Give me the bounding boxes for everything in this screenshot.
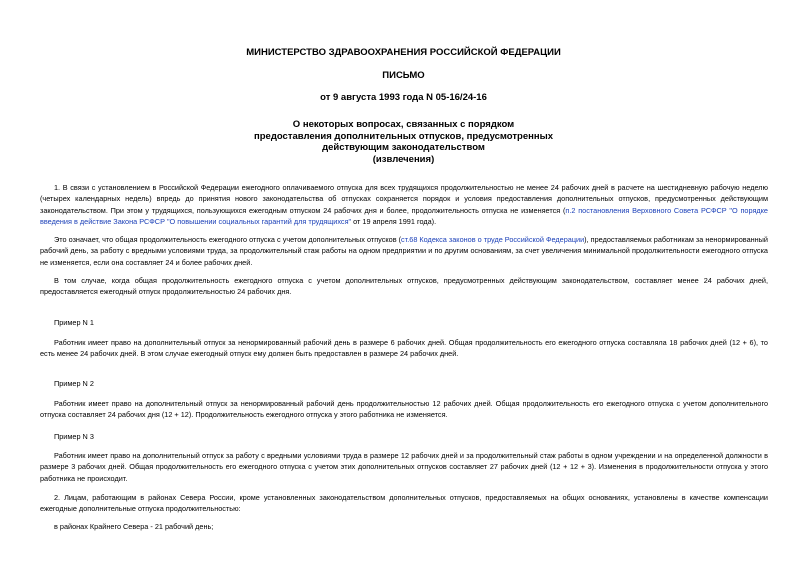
- example-2-text: Работник имеет право на дополнительный отпуск за ненормированный рабочий день продолжительностью 12 рабочих дней. Общая продолжительность его ежегодного отпуска с учетом дополнительного отпуска составляет 24 рабочих дня (12 + 12). Продолжительность ежегодного отпуска у этого работника не изменяется.: [40, 399, 768, 420]
- example-3-text: Работник имеет право на дополнительный отпуск за работу с вредными условиями труда в размере 12 рабочих дней и за продолжительный стаж работы в одном учреждении и на определенной должности в размере 3 рабочих дней. Общая продолжительность его ежегодного отпуска с учетом этих дополнительных отпусков составляет 27 рабочих дней (12 + 12 + 3). Изменения в продолжительности отпуска у этого работника не происходит.: [40, 451, 768, 483]
- paragraph-2-link[interactable]: ст.68 Кодекса законов о труде Российской Федерации: [401, 235, 585, 244]
- subject-block: [0, 119, 807, 165]
- paragraph-1-text: 1. В связи с установлением в Российской Федерации ежегодного оплачиваемого отпуска для всех трудящихся продолжительностью не менее 24 рабочих дней в расчете на шестидневную рабочую неделю (четырех календарных недель) впредь до принятия нового законодательства об отпусках сохраняется порядок и условия предоставления дополнительных отпусков, предусмотренных действующим законодательством. При этом у трудящихся, пользующихся ежегодным отпуском 24 рабочих дня и более, продолжительность отпуска не изменяется (: [40, 183, 768, 215]
- example-3-title: Пример N 3: [54, 432, 94, 441]
- subject-line-4: (извлечения): [372, 153, 435, 165]
- paragraph-2-tail: ), предоставляемых работникам за ненормированный рабочий день, за работу с вредными условиями труда, за продолжительный стаж работы на одном предприятии и по другим основаниям, за счет увеличения минимальной продолжительности ежегодного отпуска не изменяется, если она составляет 24 и более рабочих дней.: [40, 235, 769, 267]
- paragraph-2-text: Это означает, что общая продолжительность ежегодного отпуска с учетом дополнительных отпусков (: [54, 235, 402, 244]
- example-2-title: Пример N 2: [54, 379, 94, 388]
- paragraph-1-tail: от 19 апреля 1991 года).: [351, 217, 437, 227]
- paragraph-2: [40, 234, 768, 268]
- subject-line-1: О некоторых вопросах, связанных с порядком: [292, 119, 515, 130]
- example-1-title: Пример N 1: [54, 318, 94, 327]
- date-number-heading: от 9 августа 1993 года N 05-16/24-16: [320, 92, 487, 103]
- ministry-heading: МИНИСТЕРСТВО ЗДРАВООХРАНЕНИЯ РОССИЙСКОЙ ФЕДЕРАЦИИ: [246, 47, 561, 58]
- paragraph-4: 2. Лицам, работающим в районах Севера России, кроме установленных законодательством дополнительных отпусков, предоставляемых на общих основаниях, установлены в качестве компенсации ежегодные дополнительные отпуска продолжительностью:: [40, 493, 768, 514]
- paragraph-1-link[interactable]: п.2 постановления Верховного Совета РСФСР "О порядке введения в действие Закона РСФСР "О повышении социальных гарантий для трудящихся": [40, 205, 768, 227]
- doc-type-heading: ПИСЬМО: [382, 70, 425, 81]
- subject-line-3: действующим законодательством: [322, 142, 485, 153]
- paragraph-3: В том случае, когда общая продолжительность ежегодного отпуска с учетом дополнительных отпусков, предусмотренных действующим законодательством, составляет менее 24 рабочих дней, предоставляется ежегодный отпуск продолжительностью 24 рабочих дня.: [40, 276, 768, 297]
- example-1-text: Работник имеет право на дополнительный отпуск за ненормированный рабочий день в размере 6 рабочих дней. Общая продолжительность его ежегодного отпуска составляла 18 рабочих дней (12 + 6), то есть менее 24 рабочих дней. В этом случае ежегодный отпуск ему должен быть предоставлен в размере 24 рабочих дней.: [40, 338, 768, 359]
- subject-line-2: предоставления дополнительных отпусков, предусмотренных: [254, 130, 553, 142]
- paragraph-5: в районах Крайнего Севера - 21 рабочий день;: [54, 522, 214, 531]
- paragraph-1: [40, 182, 768, 228]
